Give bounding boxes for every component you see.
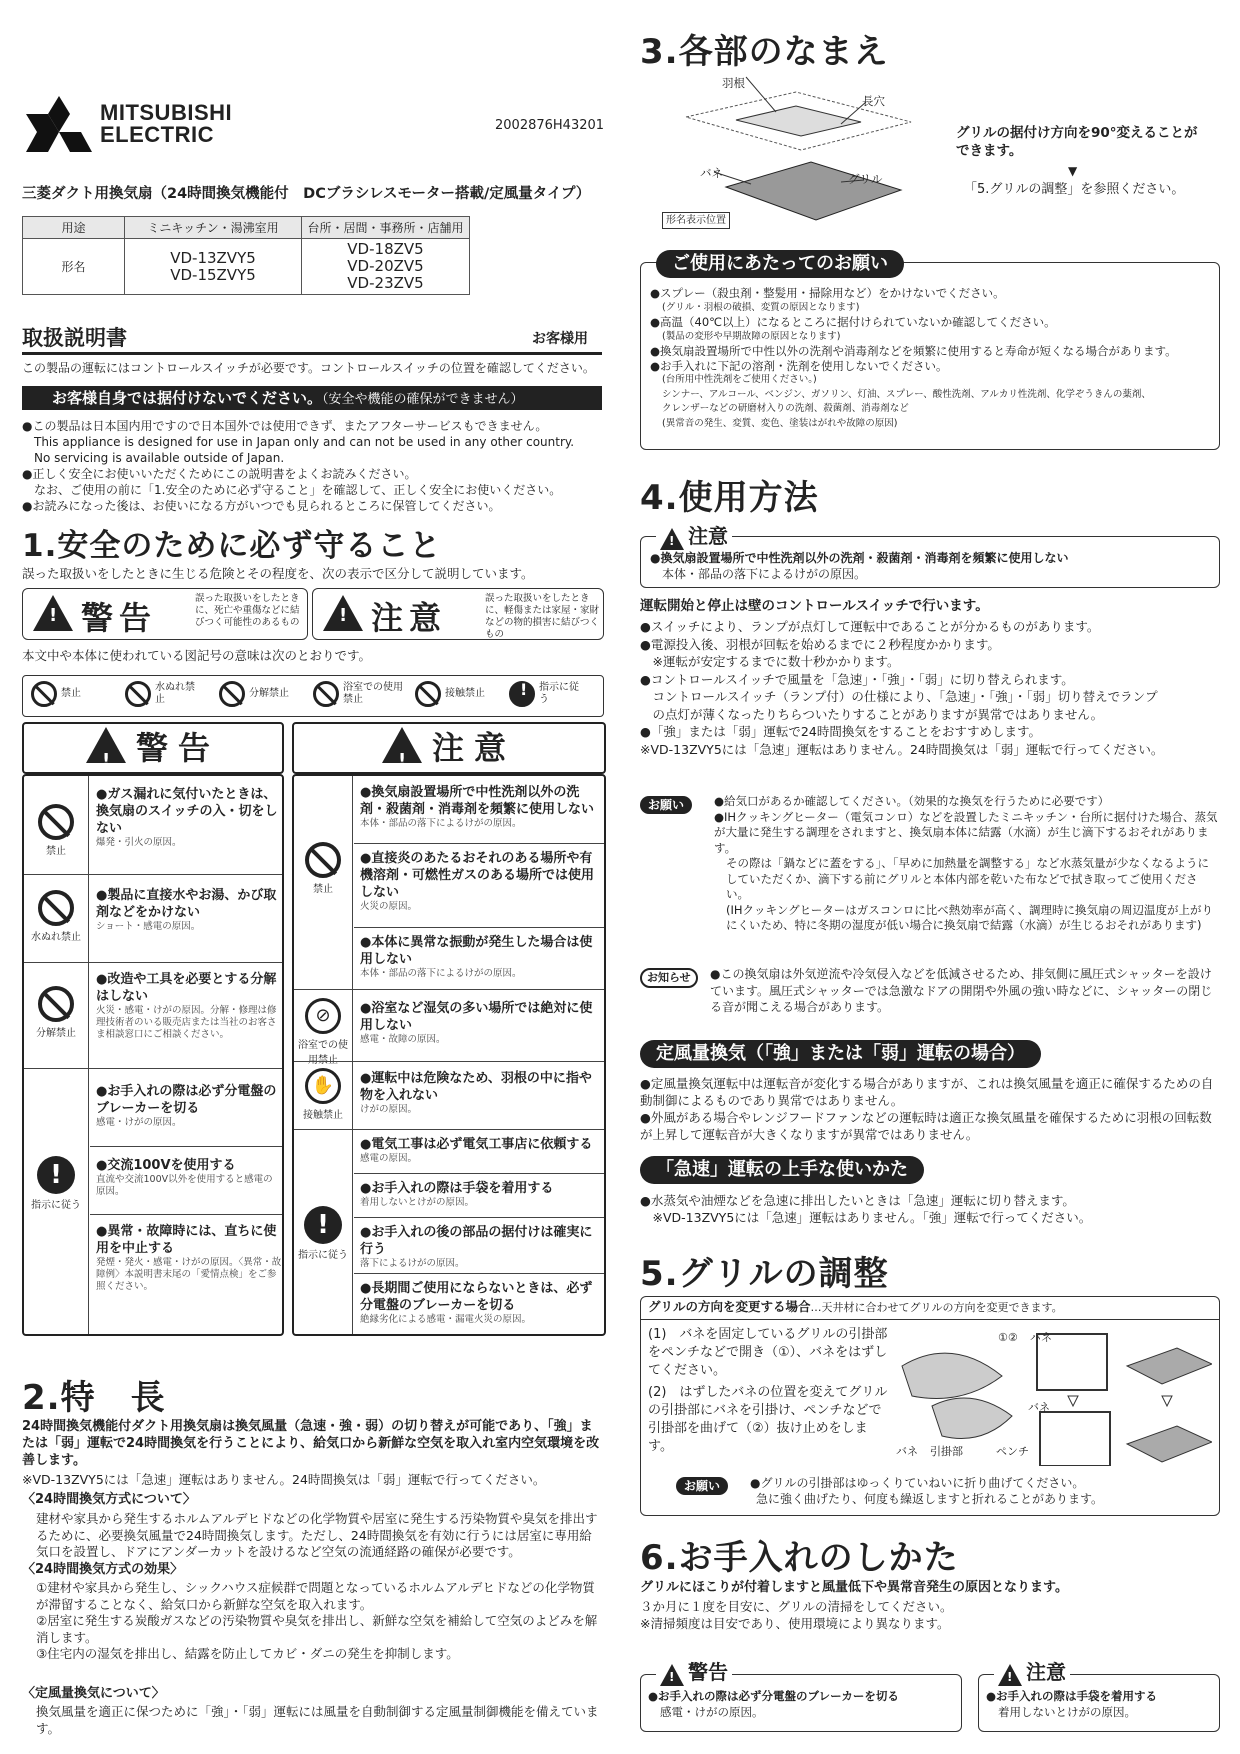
warning-note: 感電・けがの原因。	[660, 1705, 764, 1719]
caution-note: 火災の原因。	[360, 901, 418, 912]
grille-adjust-heading	[648, 1299, 1063, 1317]
caution-legend	[312, 588, 604, 640]
caution-text: ●お手入れの後の部品の据付けは確実に行う	[360, 1225, 593, 1257]
brand-line2: ELECTRIC	[100, 122, 214, 147]
section4-lead: 運転開始と停止は壁のコントロールスイッチで行います。	[640, 598, 989, 614]
no-touch-cell-icon	[296, 1068, 350, 1121]
care-line: ※清掃頻度は目安であり、使用環境により異なります。	[640, 1616, 950, 1631]
manual-title: 取扱説明書	[22, 326, 127, 350]
caution-note: 感電の原因。	[360, 1153, 418, 1164]
rapid-item: ※VD-13ZVY5には「急速」運転はありません。「強」運転で行ってください。	[640, 1210, 1092, 1225]
caution-text: ●本体に異常な振動が発生した場合は使用しない	[360, 935, 593, 967]
banner-main: お客様自身では据付けないでください。	[52, 389, 323, 407]
caution-text: ●換気扇設置場所で中性洗剤以外の洗剤・殺菌剤・消毒剤を頻繁に使用しない	[360, 785, 595, 817]
caution-note: 感電・故障の原因。	[360, 1034, 446, 1045]
care-caution-text	[986, 1688, 1214, 1720]
symbol-no-water	[125, 681, 195, 711]
symbol-no-touch	[415, 681, 485, 711]
warning-item	[90, 963, 286, 1075]
caution-note: 絶縁劣化による感電・漏電火災の原因。	[360, 1314, 532, 1325]
caution-note: 着用しないとけがの原因。	[998, 1705, 1136, 1719]
col-mini-kitchen: ミニキッチン・湯沸室用	[125, 217, 302, 239]
exclamation-icon	[509, 681, 535, 707]
caution-text: ●電気工事は必ず電気工事店に依頼する	[360, 1137, 593, 1152]
section4-request-list	[714, 794, 1218, 934]
grille-direction-text: グリルの据付け方向を90°変えることができます。	[956, 125, 1198, 159]
fig-label-pliers: ペンチ	[996, 1445, 1029, 1458]
prohibit-icon	[305, 842, 341, 878]
caution-text: ●長期間ご使用にならないときは、必ず分電盤のブレーカーを切る	[360, 1281, 593, 1313]
grille-request-text	[750, 1475, 1210, 1507]
rapid-item: ●水蒸気や油煙などを急速に排出したいときは「急速」運転に切り替えます。	[640, 1193, 1075, 1208]
symbol-label: 浴室での使用禁止	[343, 682, 403, 705]
rapid-mode-title: 「急速」運転の上手な使いかた	[640, 1156, 924, 1184]
icon-label: 水ぬれ禁止	[31, 932, 81, 943]
request-item: ●給気口があるか確認してください。（効果的な換気を行うために必要です）	[714, 794, 1110, 808]
usage-item: ●スイッチにより、ランプが点灯して運転中であることが分かるものがあります。	[640, 619, 1100, 634]
fig-label-12: ①②	[998, 1331, 1018, 1344]
warning-text: ●異常・故障時には、直ちに使用を中止する	[96, 1224, 277, 1256]
symbol-label: 分解禁止	[249, 688, 289, 699]
three-diamonds-icon	[24, 94, 94, 154]
caution-item	[354, 776, 608, 850]
warning-note: 爆発・引火の原因。	[96, 837, 182, 848]
bullet: ●お読みになった後は、お使いになる方がいつでも見られるところに保管してください。	[22, 499, 501, 513]
exclamation-icon: !	[304, 1206, 342, 1244]
bullet: No servicing is available outside of Japan.	[34, 451, 285, 465]
constant-flow-list	[640, 1075, 1220, 1143]
section5-title: 5.グリルの調整	[640, 1254, 889, 1294]
constant-flow-title: 定風量換気（「強」または「弱」運転の場合）	[640, 1040, 1041, 1068]
warning-text: ●改造や工具を必要とする分解はしない	[96, 972, 277, 1004]
warning-triangle-icon	[660, 1664, 684, 1686]
constant-item: ●定風量換気運転中は運転音が変化する場合がありますが、これは換気風量を適正に確保するための自動制御によるものであり異常ではありません。	[640, 1076, 1214, 1108]
model-name: VD-20ZV5	[347, 257, 424, 275]
switch-note: この製品の運転にはコントロールスイッチが必要です。コントロールスイッチの位置を確認してください。	[22, 361, 595, 375]
follow-cell-icon	[26, 1156, 86, 1211]
no-disassembly-icon	[38, 986, 74, 1022]
section6-lead: グリルにほこりが付着しますと風量低下や異常音発生の原因となります。	[640, 1580, 1068, 1595]
prohibit-cell-icon	[296, 842, 350, 895]
box-title-sub: …天井材に合わせてグリルの方向を変更できます。	[810, 1301, 1063, 1314]
section4-caution-head	[656, 520, 732, 550]
bullet: ●正しく安全にお使いいただくためにこの説明書をよくお読みください。	[22, 467, 417, 481]
symbol-label: 接触禁止	[445, 688, 485, 699]
caution-note: 本体・部品の落下によるけがの原因。	[360, 968, 522, 979]
request-line: ●グリルの引掛部はゆっくりていねいに折り曲げてください。	[750, 1476, 1085, 1490]
symbol-label: 禁止	[61, 688, 81, 699]
prohibit-cell-icon	[26, 804, 86, 857]
care-warning-text	[648, 1688, 956, 1720]
caution-item	[354, 1218, 608, 1278]
caution-item	[354, 928, 608, 994]
fan-parts-diagram	[666, 72, 936, 222]
caution-text: ●お手入れの際は手袋を着用する	[986, 1689, 1158, 1703]
caution-text: ●浴室など湿気の多い場所では絶対に使用しない	[360, 1001, 593, 1033]
section3-title: 3.各部のなまえ	[640, 32, 889, 72]
warning-note: ショート・感電の原因。	[96, 921, 201, 932]
row-label: 形名	[23, 239, 125, 295]
label-spring: バネ	[700, 166, 723, 180]
warning-note: 発煙・発火・感電・けがの原因。〈異常・故障例〉本説明書末尾の「愛情点検」をご参照ください。	[96, 1257, 282, 1292]
model-name: VD-15ZVY5	[170, 265, 256, 284]
no-water-icon	[125, 681, 151, 707]
col-kitchen: 台所・居間・事務所・店舗用	[302, 217, 470, 239]
caution-text: ●換気扇設置場所で中性洗剤以外の洗剤・殺菌剤・消毒剤を頻繁に使用しない	[650, 551, 1069, 565]
col-use: 用途	[23, 217, 125, 239]
icon-label: 浴室での使	[298, 1040, 348, 1051]
prohibit-icon	[31, 681, 57, 707]
icon-label: 禁止	[313, 884, 333, 895]
no-water-cell-icon	[26, 890, 86, 943]
bullet: ●この製品は日本国内用ですので日本国外では使用できず、またアフターサービスもできません。	[22, 419, 548, 433]
customer-label: お客様用	[532, 331, 588, 347]
usage-item: ●コントロールスイッチで風量を「急速」・「強」・「弱」に切り替えられます。	[640, 671, 1074, 687]
bullet: This appliance is designed for use in Japan only and can not be used in any other country.	[34, 435, 575, 449]
fig-label-spring: バネ	[896, 1445, 918, 1458]
request-note: (製品の変形や早期故障の原因となります)	[662, 330, 841, 342]
usage-item: コントロールスイッチ（ランプ付）の仕様により、「急速」・「強」・「弱」切り替えでランプ	[640, 689, 1158, 704]
warning-head-label: 警告	[135, 729, 220, 767]
care-line: ３か月に１度を目安に、グリルの清掃をしてください。	[640, 1599, 953, 1614]
caution-item	[354, 844, 608, 932]
notice-tag-label: お知らせ	[640, 968, 698, 988]
request-note: シンナー、アルコール、ベンジン、ガソリン、灯油、スプレー、酸性洗剤、アルカリ性洗剤、化学ぞうきんの薬剤、	[662, 388, 1151, 400]
request-item: ●換気扇設置場所で中性以外の洗剤や消毒剤などを頻繁に使用すると寿命が短くなる場合があります。	[650, 344, 1177, 358]
caution-note: けがの原因。	[360, 1104, 418, 1115]
fig-label-spring: バネ	[1030, 1331, 1052, 1344]
caution-text: ●直接炎のあたるおそれのある場所や有機溶剤・可燃性ガスのある場所では使用しない	[360, 851, 595, 900]
grille-ref-text: 「5.グリルの調整」を参照ください。	[964, 182, 1185, 197]
warning-label: 警告	[688, 1660, 728, 1684]
usage-item: ●電源投入後、羽根が回転を始めるまでに２秒程度かかります。	[640, 636, 1000, 652]
label-model-position: 形名表示位置	[662, 212, 730, 229]
section4-notice: ●この換気扇は外気逆流や冷気侵入などを低減させるため、排気側に風圧式シャッターを設けています。風圧式シャッターでは急激なドアの開閉や外風の強い時などに、シャッターの閉じる音が聞こえる場合があります。	[710, 967, 1213, 1014]
request-tag	[640, 794, 692, 814]
icon-label: 分解禁止	[36, 1028, 76, 1039]
warning-text: ●お手入れの際は必ず分電盤のブレーカーを切る	[96, 1084, 277, 1116]
section2-sub2-list	[36, 1580, 602, 1663]
models-a	[125, 239, 302, 295]
caution-text: ●お手入れの際は手袋を着用する	[360, 1181, 554, 1196]
section2-note: ※VD-13ZVY5には「急速」運転はありません。24時間換気は「弱」運転で行ってください。	[22, 1472, 546, 1487]
request-item: その際は「鍋などに蓋をする」、「早めに加熱量を調整する」など水蒸気量が少なくなるようにしていただくか、滴下する前にグリルと本体内部を乾いた布などで拭き取ってご使用ください。	[726, 856, 1209, 901]
exclamation-icon: !	[37, 1156, 75, 1194]
warning-item	[90, 1147, 286, 1223]
caution-note: 落下によるけがの原因。	[360, 1258, 465, 1269]
section2-sub3-title: 〈定風量換気について〉	[22, 1686, 165, 1701]
manual-bullets	[22, 418, 602, 514]
symbol-label: 水ぬれ禁止	[155, 682, 195, 705]
no-touch-icon	[415, 681, 441, 707]
warning-note: 火災・感電・けがの原因。分解・修理は修理技術者のいる販売店または当社のお客さま相談窓口にご相談ください。	[96, 1005, 277, 1040]
step: (1) バネを固定しているグリルの引掛部をペンチなどで開き（①）、バネをはずしてください。	[648, 1327, 888, 1378]
usage-request-list	[650, 286, 1212, 431]
symbol-follow	[509, 681, 579, 711]
section6-title: 6.お手入れのしかた	[640, 1538, 959, 1578]
warning-text: ●お手入れの際は必ず分電盤のブレーカーを切る	[648, 1689, 899, 1703]
warning-note: 感電・けがの原因。	[96, 1117, 182, 1128]
down-arrow-icon: ▼	[1068, 164, 1078, 178]
label-slot: 長穴	[862, 94, 885, 108]
request-note: クレンザーなどの研磨材入りの洗剤、殺菌剤、消毒剤など	[662, 403, 909, 414]
usage-request-title: ご使用にあたってのお願い	[656, 250, 904, 278]
warning-table-head	[22, 722, 284, 774]
follow-cell-icon	[296, 1206, 350, 1261]
care-warning-head	[656, 1656, 732, 1686]
grille-steps	[648, 1326, 888, 1456]
no-disassembly-icon	[219, 681, 245, 707]
caution-text: ●運転中は危険なため、羽根の中に指や物を入れない	[360, 1071, 592, 1103]
warning-item	[90, 1215, 286, 1339]
caution-note: 本体・部品の落下によるけがの原因。	[360, 818, 522, 829]
caution-label: 注意	[1026, 1660, 1066, 1684]
brand-name	[100, 102, 232, 146]
caution-head-label: 注意	[431, 729, 516, 767]
models-b	[302, 239, 470, 295]
model-name: VD-18ZV5	[347, 240, 424, 258]
model-name: VD-23ZV5	[347, 274, 424, 292]
effect-item: ②居室に発生する炭酸ガスなどの汚染物質や臭気を排出し、新鮮な空気を補給して空気のよどみを解消します。	[36, 1613, 598, 1645]
request-item: ●スプレー（殺虫剤・整髪用・掃除用など）をかけないでください。	[650, 286, 1005, 300]
usage-item: ●「強」または「弱」運転で24時間換気をすることをおすすめします。	[640, 724, 1041, 739]
brand-line1: MITSUBISHI	[100, 100, 233, 125]
box-title: グリルの方向を変更する場合	[648, 1299, 811, 1314]
request-item: ●高温（40℃以上）になるところに据付けられていないか確認してください。	[650, 315, 1056, 329]
effect-item: ①建材や家具から発生し、シックハウス症候群で問題となっているホルムアルデヒドなどの化学物質が滞留することなく、給気口から新鮮な空気を取入れます。	[36, 1580, 595, 1612]
fig-label-hook: 引掛部	[930, 1445, 963, 1458]
section2-sub3-text: 換気風量を適正に保つために「強」・「弱」運転には風量を自動制御する定風量制御機能を備えています。	[36, 1704, 599, 1736]
request-item: (IHクッキングヒーターはガスコンロに比べ熱効率が高く、調理時に換気扇の周辺温度が上がりにくいため、特に冬期の湿度が低い場合に換気扇で結露（水滴）が生じるおそれがあります)	[726, 902, 1213, 932]
warning-text: ●製品に直接水やお湯、かび取剤などをかけない	[96, 888, 277, 920]
bullet: なお、ご使用の前に「1.安全のために必ず守ること」を確認して、正しく安全にお使いください。	[34, 483, 562, 497]
no-bathroom-cell-icon	[296, 998, 350, 1066]
product-subtitle: 三菱ダクト用換気扇（24時間換気機能付 DCブラシレスモーター搭載/定風量タイプ）	[22, 186, 591, 202]
rapid-mode-list	[640, 1192, 1220, 1226]
mitsubishi-logo	[24, 94, 254, 154]
section4-title: 4.使用方法	[640, 478, 819, 518]
request-tag-label: お願い	[640, 796, 692, 814]
caution-triangle-icon	[998, 1664, 1022, 1686]
notice-tag	[640, 966, 698, 988]
no-disassembly-cell-icon	[26, 986, 86, 1039]
banner-sub: （安全や機能の確保ができません）	[322, 392, 524, 407]
request-item: ●お手入れに下記の溶剤・洗剤を使用しないでください。	[650, 358, 948, 373]
warning-text: ●ガス漏れに気付いたときは、換気扇のスイッチの入・切をしない	[96, 787, 278, 836]
section4-items	[640, 618, 1220, 758]
no-bathroom-icon	[313, 681, 339, 707]
section6-lines	[640, 1598, 953, 1632]
label-blade: 羽根	[722, 76, 745, 90]
caution-table-head	[292, 722, 606, 774]
caution-triangle-icon	[660, 528, 684, 550]
title-rule	[22, 352, 602, 355]
prohibit-icon	[38, 804, 74, 840]
constant-item: ●外風がある場合やレンジフードファンなどの運転時は適正な換気風量を確保するために羽根の回転数が上昇して運転音が大きくなりますが異常ではありません。	[640, 1110, 1212, 1142]
no-self-install-banner	[22, 386, 602, 410]
icon-label: 接触禁止	[303, 1110, 343, 1121]
no-water-icon	[38, 890, 74, 926]
usage-item: ※運転が安定するまでに数十秒かかります。	[640, 654, 900, 669]
no-touch-icon: ✋	[305, 1068, 341, 1104]
warning-triangle-icon	[33, 595, 73, 631]
caution-item	[354, 1062, 608, 1136]
caution-note: 本体・部品の落下によるけがの原因。	[662, 567, 867, 581]
caution-item	[354, 1174, 608, 1220]
request-tag-label: お願い	[676, 1477, 728, 1495]
symbol-label: 指示に従う	[539, 682, 579, 705]
request-note: (グリル・羽根の破損、変質の原因となります)	[662, 301, 860, 313]
step: (2) はずしたバネの位置を変えてグリルの引掛部にバネを引掛け、ペンチなどで引掛部を曲げて（②）抜け止めをします。	[648, 1385, 888, 1454]
symbol-no-disassembly	[219, 681, 289, 711]
usage-item: ※VD-13ZVY5には「急速」運転はありません。24時間換気は「弱」運転で行ってください。	[640, 741, 1164, 757]
caution-label: 注意	[371, 599, 448, 637]
warning-item	[90, 776, 286, 884]
request-item: ●IHクッキングヒーター（電気コンロ）などを設置したミニキッチン・台所に据付けた場合、蒸気が大量に発生する調理をされますと、換気扇本体に結露（水滴）が生じ滴下するおそれがあります。	[714, 809, 1218, 855]
warning-note: 直流や交流100V以外を使用すると感電の原因。	[96, 1174, 273, 1197]
document-number: 2002876H43201	[495, 118, 605, 133]
divider	[88, 776, 89, 1334]
icon-label: 指示に従う	[31, 1200, 81, 1211]
model-table	[22, 216, 470, 295]
icon-label: 禁止	[46, 846, 66, 857]
section2-sub1-title: 〈24時間換気方式について〉	[22, 1492, 196, 1507]
symbol-no-bathroom	[313, 681, 403, 711]
caution-table	[292, 774, 606, 1336]
divider	[352, 776, 353, 1334]
section2-title: 2.特 長	[22, 1378, 166, 1418]
caution-desc: 誤った取扱いをしたときに、軽傷または家屋・家財などの物的損害に結びつくもの	[485, 593, 600, 640]
warning-item	[90, 875, 286, 973]
request-note: (台所用中性洗剤をご使用ください。)	[662, 374, 817, 385]
grille-request-tag	[676, 1475, 728, 1495]
warning-label: 警告	[81, 599, 158, 637]
caution-item	[354, 1274, 608, 1338]
section2-sub2-title: 〈24時間換気方式の効果〉	[22, 1562, 184, 1577]
no-bathroom-icon: ⊘	[305, 998, 341, 1034]
section1-intro: 誤った取扱いをしたときに生じる危険とその程度を、次の表示で区分して説明しています。	[22, 566, 534, 581]
warning-triangle-icon	[86, 727, 126, 763]
warning-desc: 誤った取扱いをしたときに、死亡や重傷などに結びつく可能性のあるもの	[195, 593, 300, 628]
warning-legend	[22, 588, 308, 640]
warning-table	[22, 774, 284, 1336]
request-note: (異常音の発生、変質、変色、塗装はがれや故障の原因)	[662, 417, 898, 429]
symbol-prohibit	[31, 681, 81, 711]
caution-triangle-icon	[323, 595, 363, 631]
section2-sub1-text: 建材や家具から発生するホルムアルデヒドなどの化学物質や居室に発生する汚染物質や臭気を排出するために、必要換気風量で24時間換気します。ただし、24時間換気を有効に行うには居室に専用給気口を設置し、ドアにアンダーカットを設けるなど空気の流通経路の確保が必要です。	[36, 1511, 598, 1559]
request-line: 急に強く曲げたり、何度も繰返しますと折れることがあります。	[756, 1492, 1104, 1506]
symbols-legend	[22, 675, 604, 717]
symbols-intro: 本文中や本体に使われている図記号の意味は次のとおりです。	[22, 648, 372, 663]
fig-label-spring: バネ	[1028, 1401, 1050, 1414]
section4-caution-text	[650, 550, 1210, 582]
caution-triangle-icon	[382, 727, 422, 763]
section2-lead: 24時間換気機能付ダクト用換気扇は換気風量（急速・強・弱）の切り替えが可能であり、「強」または「弱」運転で24時間換気を行うことにより、給気口から新鮮な空気を取入れ室内空気環境を改善します。	[22, 1419, 600, 1468]
icon-label: 指示に従う	[298, 1250, 348, 1261]
usage-item: の点灯が薄くなったりちらついたりすることがありますが異常ではありません。	[640, 706, 1104, 722]
label-grille: グリル	[848, 172, 883, 186]
caution-item	[354, 1130, 608, 1176]
effect-item: ③住宅内の湿気を排出し、結露を防止してカビ・ダニの発生を抑制します。	[36, 1646, 459, 1661]
caution-label: 注意	[688, 524, 728, 548]
model-name: VD-13ZVY5	[170, 248, 256, 267]
caution-note: 着用しないとけがの原因。	[360, 1197, 475, 1208]
care-caution-head	[994, 1656, 1070, 1686]
warning-text: ●交流100Vを使用する	[96, 1158, 236, 1173]
section1-title: 1.安全のために必ず守ること	[22, 528, 442, 564]
caution-item	[354, 990, 608, 1070]
